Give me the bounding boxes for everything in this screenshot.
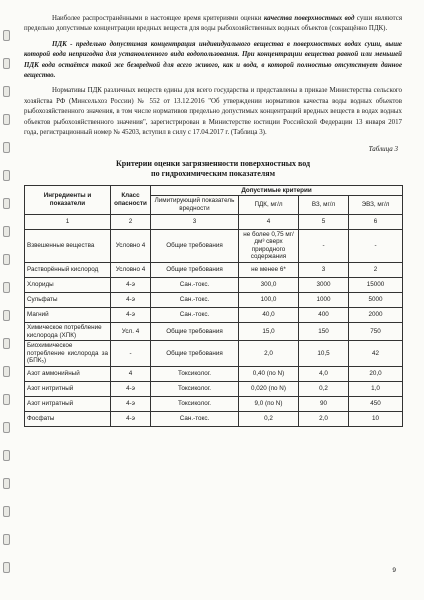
cell-evz: 15000 — [349, 278, 403, 293]
column-number: 1 — [25, 214, 111, 229]
binding-hole — [3, 170, 10, 181]
table-row — [25, 412, 403, 427]
header-limiting: Лимитирующий показатель вредности — [151, 196, 239, 214]
cell-cls: 4-э — [111, 308, 151, 323]
cell-pdk: не менее 6* — [239, 263, 299, 278]
header-pdk: ПДК, мг/л — [239, 196, 299, 214]
binding-hole — [3, 254, 10, 265]
cell-vz: 3 — [299, 263, 349, 278]
binding-hole — [3, 534, 10, 545]
table-caption-line1: Критерии оценки загрязненности поверхностных вод — [115, 158, 311, 168]
table-caption-line2: по гидрохимическим показателям — [150, 168, 276, 178]
cell-lim: Общие требования — [151, 341, 239, 367]
cell-cls: 4-э — [111, 397, 151, 412]
cell-cls: Условно 4 — [111, 229, 151, 262]
table-row — [25, 367, 403, 382]
cell-lim: Общие требования — [151, 229, 239, 262]
cell-name: Магний — [25, 308, 111, 323]
cell-cls: Усл. 4 — [111, 323, 151, 341]
table-row — [25, 278, 403, 293]
paragraph-regulation: Нормативы ПДК различных веществ едины для всего государства и представлены в приказе Министерства сельского хозяйства РФ (Минсельхоз России) № 552 от 13.12.2016 "Об утверждении нормативов качества воды водных объектов рыбохозяйственного значения, в том числе нормативов предельно допустимых концентраций вредных веществ в водах водных объектов рыбохозяйственного значения", зарегистрирован в Министерстве юстиции Российской Федерации 13 января 2017 года, регистрационный номер № 45203, вступил в силу с 17.04.2017 г. (Таблица 3). — [24, 87, 402, 137]
header-evz: ЭВЗ, мг/л — [349, 196, 403, 214]
intro-text: Наиболее распространёнными в настоящее время критериями оценки — [52, 15, 264, 22]
column-number: 2 — [111, 214, 151, 229]
table-row — [25, 308, 403, 323]
binding-hole — [3, 30, 10, 41]
cell-pdk: 9,0 (по N) — [239, 397, 299, 412]
cell-lim: Токсиколог. — [151, 397, 239, 412]
cell-evz: 10 — [349, 412, 403, 427]
table-row — [25, 382, 403, 397]
cell-name: Сульфаты — [25, 293, 111, 308]
cell-evz: 2 — [349, 263, 403, 278]
cell-lim: Токсиколог. — [151, 367, 239, 382]
cell-name: Взвешенные вещества — [25, 229, 111, 262]
cell-name: Хлориды — [25, 278, 111, 293]
cell-name: Азот аммонийный — [25, 367, 111, 382]
column-number: 3 — [151, 214, 239, 229]
cell-evz: 750 — [349, 323, 403, 341]
cell-evz: 42 — [349, 341, 403, 367]
header-ingredients: Ингредиенты и показатели — [25, 185, 111, 214]
document-page — [24, 14, 402, 427]
page-number: 9 — [392, 567, 396, 574]
cell-pdk: 0,40 (по N) — [239, 367, 299, 382]
header-criteria: Допустимые критерии — [151, 185, 403, 196]
cell-evz: 450 — [349, 397, 403, 412]
intro-emphasis: качества поверхностных вод — [263, 15, 355, 22]
binding-hole — [3, 394, 10, 405]
cell-lim: Сан.-токс. — [151, 308, 239, 323]
binding-hole — [3, 198, 10, 209]
binding-hole — [3, 506, 10, 517]
criteria-table — [24, 185, 403, 427]
cell-name: Фосфаты — [25, 412, 111, 427]
table-row — [25, 323, 403, 341]
cell-vz: 1000 — [299, 293, 349, 308]
cell-pdk: 15,0 — [239, 323, 299, 341]
cell-vz: 2,0 — [299, 412, 349, 427]
column-number: 6 — [349, 214, 403, 229]
paragraph-intro — [24, 14, 402, 35]
cell-pdk: 2,0 — [239, 341, 299, 367]
cell-evz: 1,0 — [349, 382, 403, 397]
cell-vz: 10,5 — [299, 341, 349, 367]
paragraph-pdk-definition — [24, 40, 402, 82]
cell-cls: Условно 4 — [111, 263, 151, 278]
pdk-term: ПДК — [52, 40, 67, 48]
binding-hole — [3, 310, 10, 321]
cell-vz: 3000 — [299, 278, 349, 293]
column-number: 4 — [239, 214, 299, 229]
table-number: Таблица 3 — [368, 145, 398, 154]
cell-evz: 5000 — [349, 293, 403, 308]
cell-vz: 4,0 — [299, 367, 349, 382]
table-row — [25, 341, 403, 367]
cell-lim: Общие требования — [151, 323, 239, 341]
binding-hole — [3, 226, 10, 237]
table-row — [25, 397, 403, 412]
header-class: Класс опасности — [111, 185, 151, 214]
cell-cls: - — [111, 341, 151, 367]
table-row — [25, 293, 403, 308]
cell-cls: 4 — [111, 367, 151, 382]
pdk-definition-text: - предельно допустимая концентрация индивидуального вещества в поверхностных водах суши, выше которой вода непригодна для установленного вида водопользования. При концентрации вещества равной или меньшей ПДК вода остаётся такой же безвредной для всего живого, как и вода, в которой полностью отсутствует данное вещество. — [24, 40, 402, 80]
cell-name: Азот нитратный — [25, 397, 111, 412]
column-number-row — [25, 214, 403, 229]
binding-hole — [3, 562, 10, 573]
binding-hole — [3, 478, 10, 489]
cell-evz: 2000 — [349, 308, 403, 323]
binding-hole — [3, 338, 10, 349]
cell-vz: - — [299, 229, 349, 262]
cell-evz: 20,0 — [349, 367, 403, 382]
cell-cls: 4-э — [111, 293, 151, 308]
table-row — [25, 263, 403, 278]
cell-vz: 90 — [299, 397, 349, 412]
binding-hole — [3, 282, 10, 293]
table-row — [25, 229, 403, 262]
cell-pdk: 300,0 — [239, 278, 299, 293]
cell-name: Растворённый кислород — [25, 263, 111, 278]
cell-pdk: 40,0 — [239, 308, 299, 323]
binding-hole — [3, 450, 10, 461]
cell-lim: Сан.-токс. — [151, 278, 239, 293]
cell-lim: Общие требования — [151, 263, 239, 278]
cell-pdk: 0,020 (по N) — [239, 382, 299, 397]
binding-hole — [3, 142, 10, 153]
cell-pdk: не более 0,75 мг/дм³ сверх природного содержания — [239, 229, 299, 262]
cell-cls: 4-э — [111, 382, 151, 397]
binding-hole — [3, 366, 10, 377]
cell-name: Химическое потребление кислорода (ХПК) — [25, 323, 111, 341]
cell-lim: Сан.-токс. — [151, 293, 239, 308]
binding-hole — [3, 58, 10, 69]
binding-hole — [3, 114, 10, 125]
cell-vz: 400 — [299, 308, 349, 323]
binding-hole — [3, 86, 10, 97]
table-caption — [24, 159, 402, 179]
column-number: 5 — [299, 214, 349, 229]
cell-cls: 4-э — [111, 412, 151, 427]
cell-lim: Сан.-токс. — [151, 412, 239, 427]
cell-cls: 4-э — [111, 278, 151, 293]
binding-holes — [0, 0, 11, 600]
binding-hole — [3, 422, 10, 433]
cell-vz: 0,2 — [299, 382, 349, 397]
cell-vz: 150 — [299, 323, 349, 341]
cell-pdk: 100,0 — [239, 293, 299, 308]
cell-name: Биохимическое потребление кислорода за (БПК₅) — [25, 341, 111, 367]
cell-name: Азот нитритный — [25, 382, 111, 397]
cell-pdk: 0,2 — [239, 412, 299, 427]
cell-evz: - — [349, 229, 403, 262]
intro-text-end: суши являются предельно допустимые концентрации вредных веществ для воды рыбохозяйственных водных объектов (сокращённо ПДК). — [24, 15, 403, 33]
cell-lim: Токсиколог. — [151, 382, 239, 397]
header-vz: ВЗ, мг/л — [299, 196, 349, 214]
